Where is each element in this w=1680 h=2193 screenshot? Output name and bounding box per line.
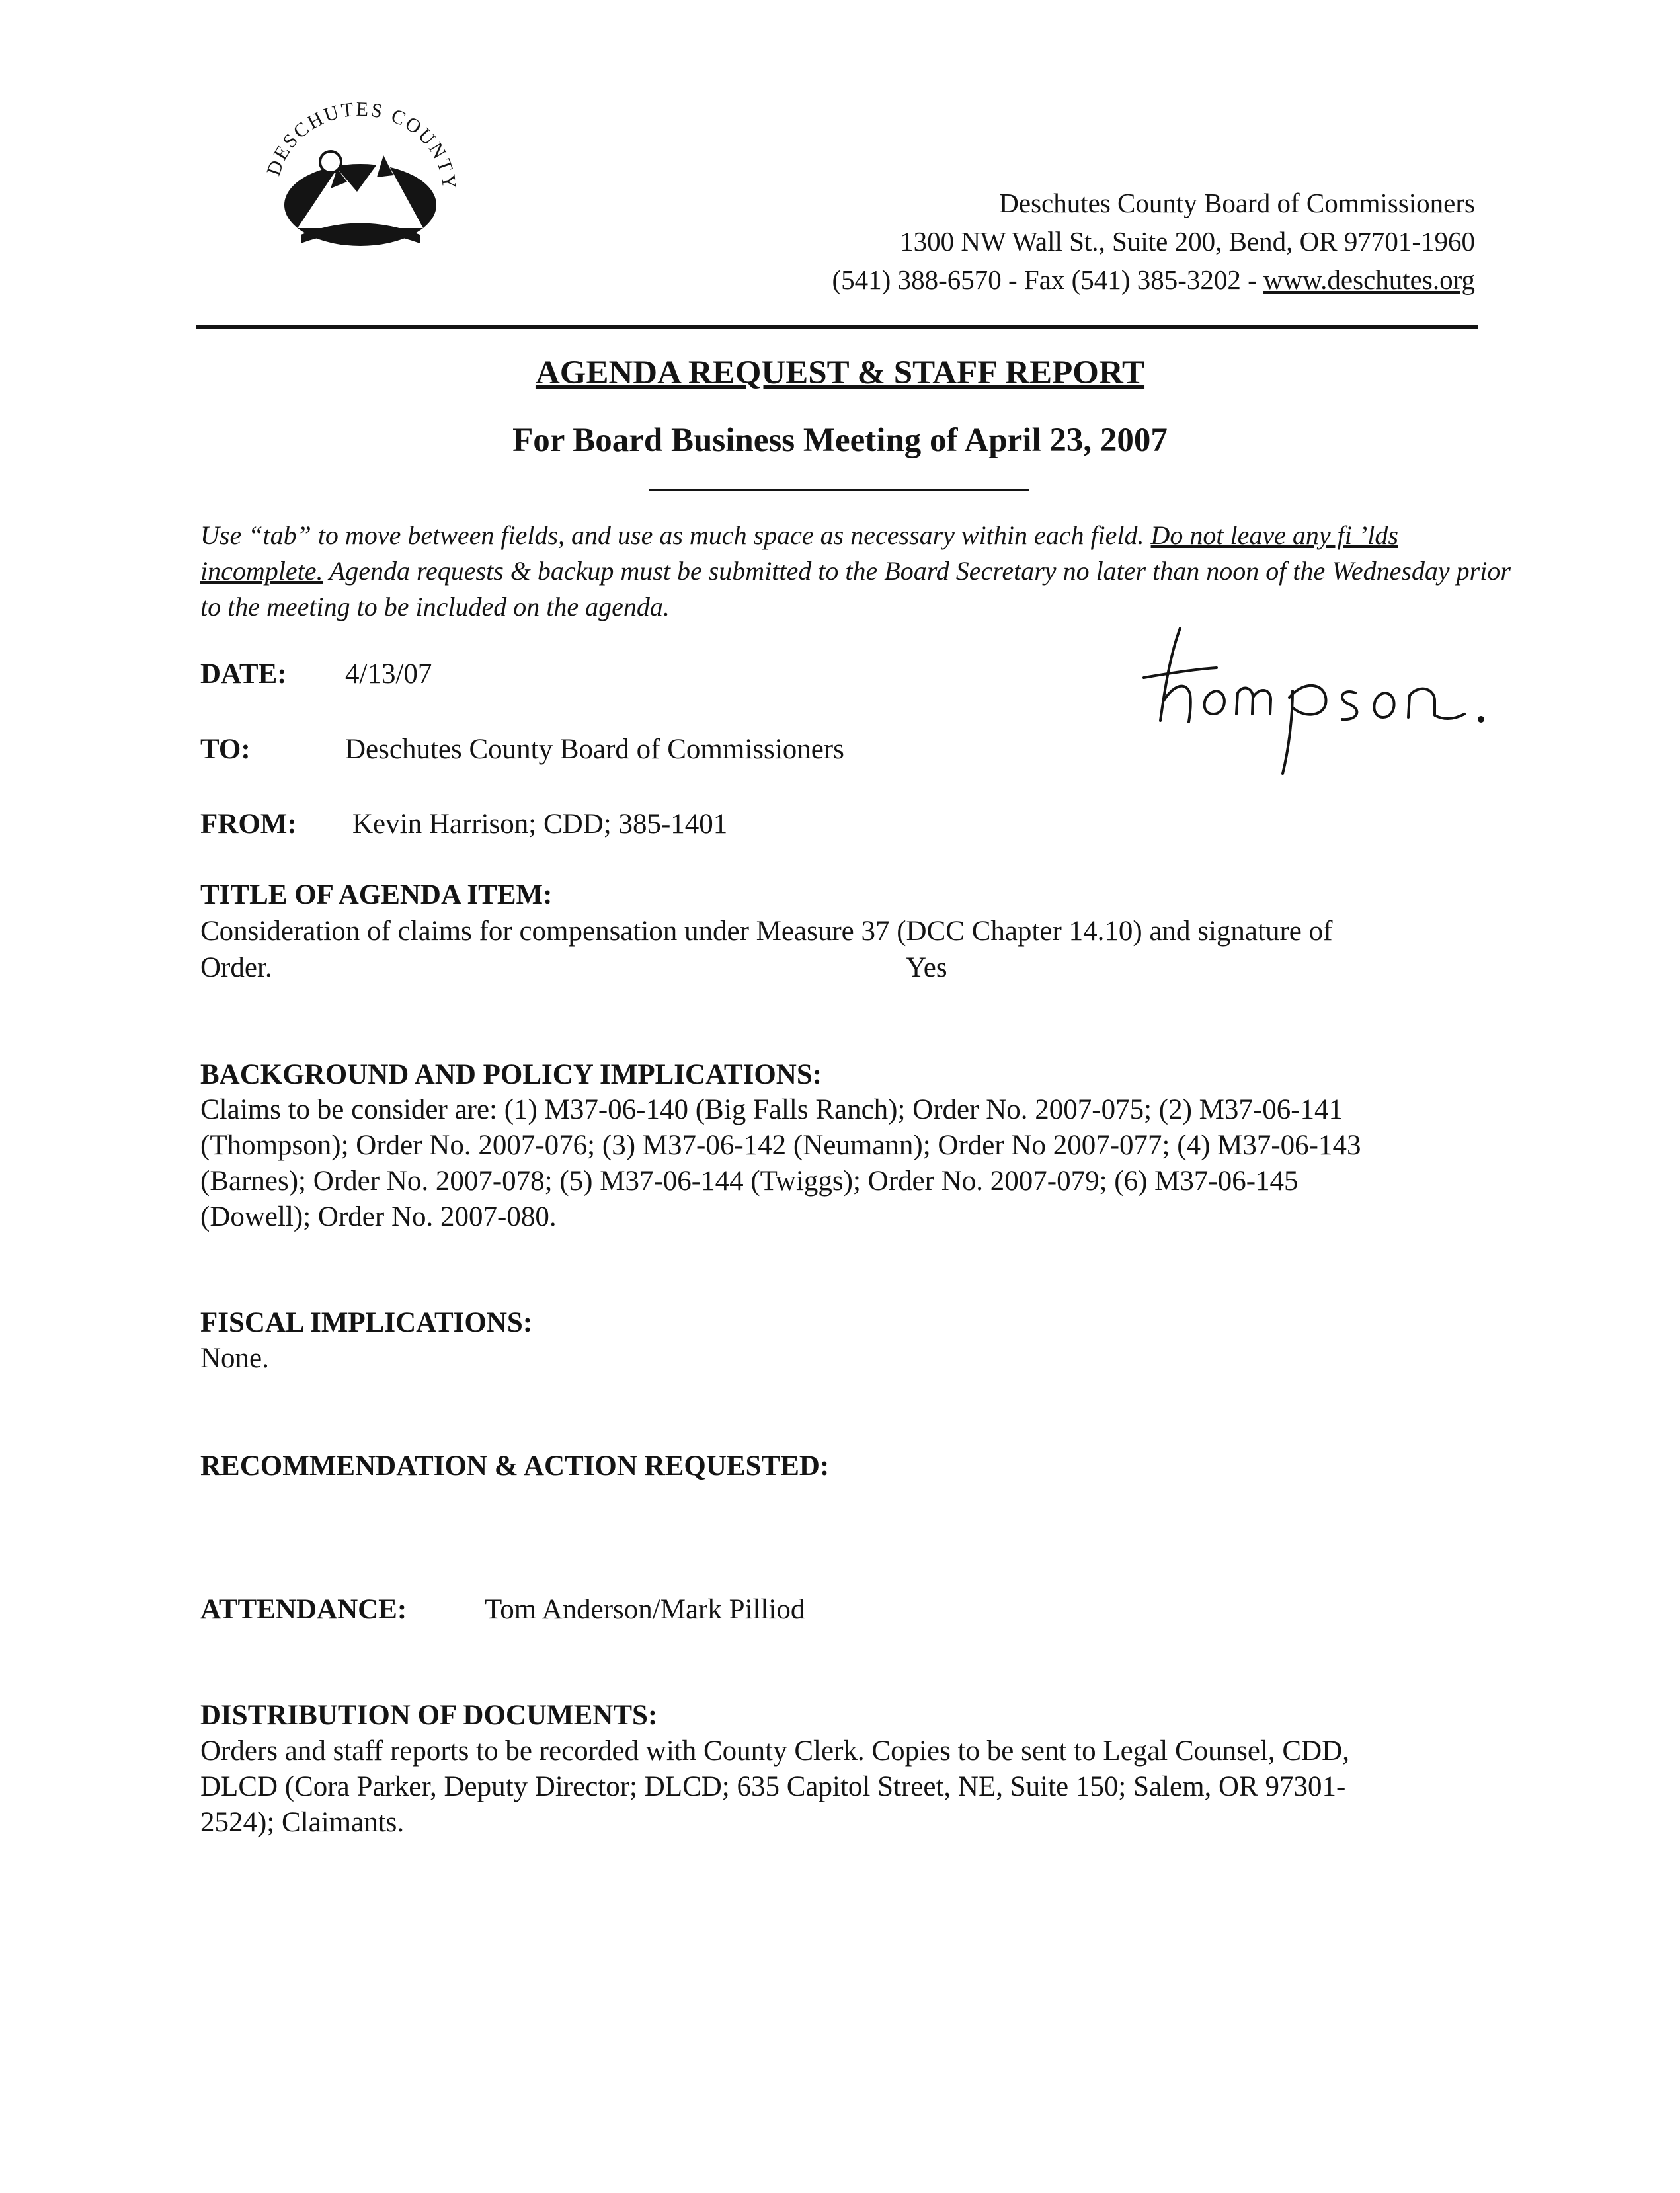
recommendation-heading: RECOMMENDATION & ACTION REQUESTED: — [200, 1451, 830, 1482]
agenda-item-line-1: Consideration of claims for compensation under Measure 37 (DCC Chapter 14.10) and signature of — [200, 916, 1333, 947]
distribution-text: Orders and staff reports to be recorded with County Clerk. Copies to be sent to Legal Counsel, CDD, DLCD (Cora Parker, Deputy Director; DLCD; 635 Capitol Street, NE, Suite 150; Salem, OR 97301- 2524); Claimants. — [200, 1735, 1349, 1838]
to-value: Deschutes County Board of Commissioners — [345, 734, 844, 765]
header-divider — [196, 325, 1478, 329]
subtitle-divider — [649, 489, 1029, 491]
agenda-item-line-2: Order. — [200, 952, 272, 983]
date-label: DATE: — [200, 658, 287, 690]
page-subtitle: For Board Business Meeting of April 23, 2007 — [512, 422, 1168, 459]
distribution-heading: DISTRIBUTION OF DOCUMENTS: — [200, 1700, 658, 1731]
background-heading: BACKGROUND AND POLICY IMPLICATIONS: — [200, 1059, 822, 1090]
attendance-value: Tom Anderson/Mark Pilliod — [485, 1594, 805, 1625]
handwritten-signature — [1124, 615, 1534, 780]
county-logo — [251, 93, 469, 251]
org-address: 1300 NW Wall St., Suite 200, Bend, OR 97701-1960 — [900, 226, 1475, 257]
website-link[interactable]: www.deschutes.org — [1263, 264, 1475, 295]
attendance-label: ATTENDANCE: — [200, 1594, 407, 1625]
org-name: Deschutes County Board of Commissioners — [999, 188, 1475, 218]
instructions: Use “tab” to move between fields, and use as much space as necessary within each field. Do not leave any fi ’lds incomplete. Agenda requests & backup must be submitted to the Board Secretary no later than noon of the Wednesday prior to the meeting to be included on the agenda. — [200, 520, 1511, 621]
from-value: Kevin Harrison; CDD; 385-1401 — [352, 809, 728, 840]
fiscal-text: None. — [200, 1343, 269, 1374]
org-phone-fax: (541) 388-6570 - Fax (541) 385-3202 - — [832, 264, 1264, 295]
from-label: FROM: — [200, 809, 297, 840]
page-title: AGENDA REQUEST & STAFF REPORT — [535, 354, 1145, 391]
date-value: 4/13/07 — [345, 658, 432, 690]
org-contact-line — [832, 260, 1475, 299]
to-label: TO: — [200, 734, 251, 765]
agenda-item-heading: TITLE OF AGENDA ITEM: — [200, 879, 553, 910]
fiscal-heading: FISCAL IMPLICATIONS: — [200, 1307, 533, 1338]
background-text: Claims to be consider are: (1) M37-06-140 (Big Falls Ranch); Order No. 2007-075; (2) M37-06-141 (Thompson); Order No. 2007-076; (3) M37-06-142 (Neumann); Order No 2007-077; (4) M37-06-143 (Barnes); Order No. 2007-078; (5) M37-06-144 (Twiggs); Order No. 2007-079; (6) M37-06-145 (Dowell); Order No. 2007-080. — [200, 1094, 1361, 1232]
agenda-item-yes: Yes — [906, 952, 947, 983]
instructions-warning: Do not leave any fi ’lds incomplete. — [200, 520, 1398, 586]
logo-text: DESCHUTES COUNTY — [262, 98, 461, 192]
